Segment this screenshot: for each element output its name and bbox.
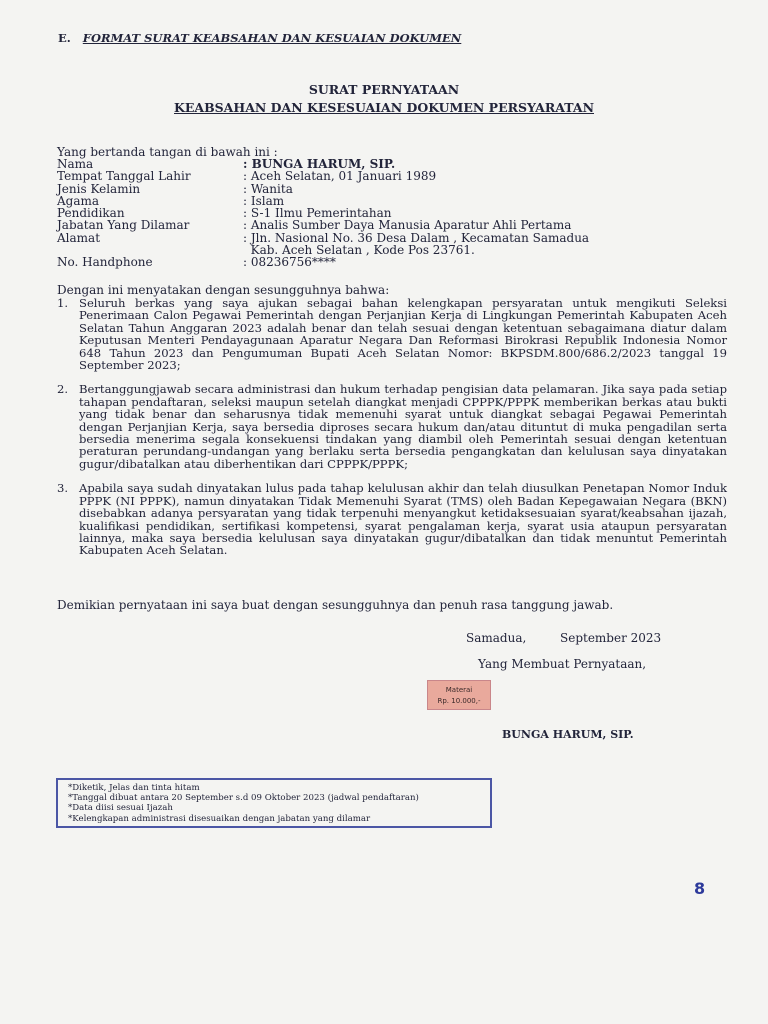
identity-value: Kab. Aceh Selatan , Kode Pos 23761.	[243, 243, 475, 258]
identity-row	[57, 256, 663, 268]
identity-label: Jabatan Yang Dilamar	[57, 218, 190, 233]
stamp-label: Materai	[445, 686, 473, 694]
signer-name: BUNGA HARUM, SIP.	[502, 728, 634, 741]
identity-value: : Wanita	[243, 181, 293, 196]
identity-table	[57, 158, 663, 269]
identity-value: : S-1 Ilmu Pemerintahan	[243, 206, 392, 221]
identity-label: Nama	[57, 157, 94, 171]
identity-label: Pendidikan	[57, 206, 125, 221]
notes-box	[56, 778, 492, 828]
list-item	[57, 482, 727, 556]
identity-value: : Jln. Nasional No. 36 Desa Dalam , Kecamatan Samadua	[243, 230, 590, 245]
section-heading	[58, 31, 461, 45]
section-letter: E.	[58, 31, 71, 45]
identity-value: : Aceh Selatan, 01 Januari 1989	[243, 169, 437, 184]
letter-subtitle: KEABSAHAN DAN KESESUAIAN DOKUMEN PERSYARATAN	[174, 100, 594, 115]
item-number: 3.	[57, 481, 69, 496]
identity-label: Alamat	[57, 230, 101, 245]
note-line: *Diketik, Jelas dan tinta hitam	[68, 783, 200, 793]
identity-label: No. Handphone	[57, 255, 153, 270]
identity-label: Jenis Kelamin	[57, 181, 141, 196]
item-text: Apabila saya sudah dinyatakan lulus pada tahap kelulusan akhir dan telah diusulkan Penetapan Nomor Induk PPPK (NI PPPK), namun dinyatakan Tidak Memenuhi Syarat (TMS) oleh Badan Kepegawaian Negara (BKN) disebabkan adanya persyaratan yang tidak terpenuhi menyangkut ketidaksesuaian syarat/keabsahan ijazah, kualifikasi pendidikan, sertifikasi kompetensi, syarat pengalaman kerja, syarat usia ataupun persyaratan lainnya, maka saya bersedia kelulusan saya dinyatakan gugur/dibatalkan dan tidak menuntut Pemerintah Kabupaten Aceh Selatan.	[79, 481, 727, 558]
item-number: 1.	[57, 296, 69, 310]
identity-label: Agama	[57, 193, 100, 208]
intro-text: Yang bertanda tangan di bawah ini :	[57, 145, 278, 159]
letter-title: SURAT PERNYATAAN	[308, 82, 460, 97]
identity-label: Tempat Tanggal Lahir	[57, 169, 191, 184]
item-text: Seluruh berkas yang saya ajukan sebagai bahan kelengkapan persyaratan untuk mengikuti Seleksi Penerimaan Calon Pegawai Pemerintah dengan Perjanjian Kerja di Lingkungan Pemerintah Kabupaten Aceh Selatan Tahun Anggaran 2023 adalah benar dan telah sesuai dengan ketentuan sebagaimana diatur dalam Keputusan Menteri Pendayagunaan Aparatur Negara Dan Reformasi Birokrasi Republik Indonesia Nomor 648 Tahun 2023 dan Pengumuman Bupati Aceh Selatan Nomor: BKPSDM.800/686.2/2023 tanggal 19 September 2023;	[79, 296, 727, 373]
identity-row	[57, 170, 663, 182]
note-line: *Kelengkapan administrasi disesuaikan dengan jabatan yang dilamar	[68, 813, 371, 824]
closing-text: Demikian pernyataan ini saya buat dengan sesungguhnya dan penuh rasa tanggung jawab.	[57, 598, 614, 612]
signature-place: Samadua,	[466, 631, 527, 645]
identity-value: : Analis Sumber Daya Manusia Aparatur Ahli Pertama	[243, 218, 572, 233]
note-line: *Tanggal dibuat antara 20 September s.d 09 Oktober 2023 (jadwal pendaftaran)	[68, 793, 419, 804]
note-line: *Data diisi sesuai Ijazah	[68, 803, 173, 814]
declaration-list	[57, 297, 727, 569]
page-mark: 8	[694, 879, 706, 898]
identity-value: : Islam	[243, 193, 285, 208]
revenue-stamp	[427, 680, 491, 710]
list-item	[57, 383, 727, 470]
signature-date: September 2023	[560, 631, 662, 645]
item-number: 2.	[57, 382, 69, 397]
signature-maker-label: Yang Membuat Pernyataan,	[478, 657, 647, 671]
identity-value: : BUNGA HARUM, SIP.	[243, 157, 396, 171]
item-text: Bertanggungjawab secara administrasi dan hukum terhadap pengisian data pelamaran. Jika saya pada setiap tahapan pendaftaran, seleksi maupun setelah diangkat menjadi CPPPK/PPPK memberikan berkas atau bukti yang tidak benar dan seharusnya tidak memenuhi syarat untuk diangkat sebagai Pegawai Pemerintah dengan Perjanjian Kerja, saya bersedia diproses secara hukum dan/atau dituntut di muka pengadilan serta bersedia menerima segala konsekuensi tindakan yang diambil oleh Pemerintah sesuai dengan ketentuan peraturan perundang-undangan yang berlaku serta bersedia pengangkatan dan kelulusan saya dinyatakan gugur/dibatalkan atau diberhentikan dari CPPPK/PPPK;	[79, 382, 727, 471]
list-item	[57, 297, 727, 371]
identity-row	[57, 219, 663, 231]
identity-value: : 08236756****	[243, 255, 336, 270]
stamp-value: Rp. 10.000,-	[437, 697, 481, 705]
section-title: FORMAT SURAT KEABSAHAN DAN KESUAIAN DOKUMEN	[82, 31, 462, 45]
identity-row	[57, 183, 663, 195]
declaration-intro: Dengan ini menyatakan dengan sesungguhnya bahwa:	[57, 283, 390, 297]
